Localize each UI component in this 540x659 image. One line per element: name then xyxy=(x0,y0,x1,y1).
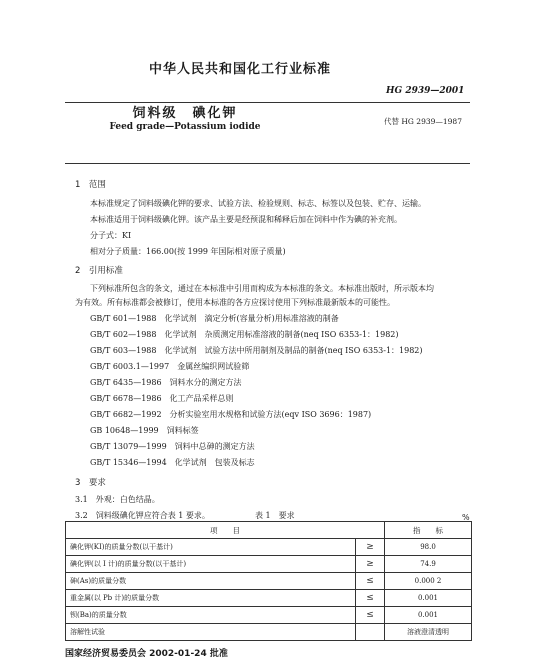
section-3-heading: 3 要求 xyxy=(75,478,106,488)
row-value: 0.001 xyxy=(385,590,472,607)
row-item: 碘化钾(以 I 计)的质量分数(以干基计) xyxy=(66,556,356,573)
row-value: 74.9 xyxy=(385,556,472,573)
table-row xyxy=(66,607,472,624)
row-symbol: ≤ xyxy=(356,590,385,607)
row-item: 砷(As)的质量分数 xyxy=(66,573,356,590)
row-symbol xyxy=(356,624,385,641)
s1-formula: 分子式：KI xyxy=(90,231,132,240)
product-title: 饲料级 碘化钾 xyxy=(132,106,238,121)
s1-paragraph: 本标准适用于饲料级碘化钾。该产品主要是经预混和稀释后加在饲料中作为碘的补充剂。 xyxy=(90,215,402,224)
row-symbol: ≥ xyxy=(356,539,385,556)
reference-item: GB/T 6682—1992 分析实验室用水规格和试验方法(eqv ISO 3696：1987) xyxy=(90,410,372,419)
reference-item: GB/T 6003.1—1997 金属丝编织网试验筛 xyxy=(90,362,250,371)
title-rule xyxy=(65,163,470,164)
s1-molecular-mass: 相对分子质量：166.00(按 1999 年国际相对原子质量) xyxy=(90,247,286,256)
reference-item: GB/T 6678—1986 化工产品采样总则 xyxy=(90,394,234,403)
section-1-heading: 1 范围 xyxy=(75,180,106,190)
row-item: 碘化钾(KI)的质量分数(以干基计) xyxy=(66,539,356,556)
standard-org-title: 中华人民共和国化工行业标准 xyxy=(148,62,331,77)
approval-footer: 国家经济贸易委员会 2002-01-24 批准 xyxy=(65,649,228,659)
s1-paragraph: 本标准规定了饲料级碘化钾的要求、试验方法、检验规则、标志、标签以及包装、贮存、运输。 xyxy=(90,199,426,208)
row-item: 溶解性试验 xyxy=(66,624,356,641)
reference-item: GB/T 15346—1994 化学试剂 包装及标志 xyxy=(90,458,255,467)
row-value: 0.000 2 xyxy=(385,573,472,590)
standard-code: HG 2939—2001 xyxy=(386,86,465,96)
reference-item: GB/T 13079—1999 饲料中总砷的测定方法 xyxy=(90,442,255,451)
s2-intro-line: 下列标准所包含的条文，通过在本标准中引用而构成为本标准的条文。本标准出版时，所示版本均 xyxy=(90,284,434,293)
table-header-row xyxy=(66,522,472,539)
row-value: 0.001 xyxy=(385,607,472,624)
product-english-title: Feed grade—Potassium iodide xyxy=(109,122,261,132)
row-symbol: ≥ xyxy=(356,556,385,573)
table-row xyxy=(66,624,472,641)
reference-item: GB/T 6435—1986 饲料水分的测定方法 xyxy=(90,378,242,387)
table-row xyxy=(66,573,472,590)
s3-appearance: 3.1 外观：白色结晶。 xyxy=(75,495,160,504)
s2-intro-line: 为有效。所有标准都会被修订，使用本标准的各方应探讨使用下列标准最新版本的可能性。 xyxy=(75,298,395,307)
requirements-table xyxy=(65,521,472,641)
row-value: 溶液澄清透明 xyxy=(385,624,472,641)
section-2-heading: 2 引用标准 xyxy=(75,266,123,276)
row-value: 98.0 xyxy=(385,539,472,556)
s3-table-ref: 3.2 饲料级碘化钾应符合表 1 要求。 xyxy=(75,511,210,520)
row-item: 钡(Ba)的质量分数 xyxy=(66,607,356,624)
table-row xyxy=(66,590,472,607)
reference-item: GB/T 602—1988 化学试剂 杂质测定用标准溶液的制备(neq ISO 6353-1：1982) xyxy=(90,330,399,339)
table-row xyxy=(66,539,472,556)
header-value: 指 标 xyxy=(385,522,472,539)
header-item: 项 目 xyxy=(66,522,385,539)
row-item: 重金属(以 Pb 计)的质量分数 xyxy=(66,590,356,607)
table-unit: % xyxy=(462,513,470,522)
table-caption: 表 1 要求 xyxy=(255,511,295,520)
reference-item: GB/T 601—1988 化学试剂 滴定分析(容量分析)用标准溶液的制备 xyxy=(90,314,339,323)
row-symbol: ≤ xyxy=(356,607,385,624)
reference-item: GB 10648—1999 饲料标签 xyxy=(90,426,199,435)
reference-item: GB/T 603—1988 化学试剂 试验方法中所用制剂及制品的制备(neq ISO 6353-1：1982) xyxy=(90,346,423,355)
replaces-note: 代替 HG 2939—1987 xyxy=(384,117,462,126)
table-row xyxy=(66,556,472,573)
row-symbol: ≤ xyxy=(356,573,385,590)
